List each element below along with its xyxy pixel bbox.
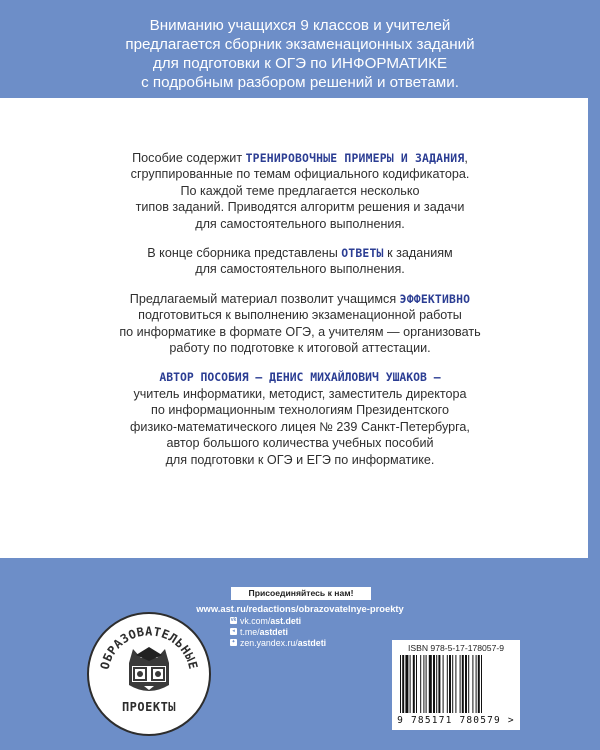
barcode-bar [478, 655, 480, 713]
join-us-label: Присоединяйтесь к нам! [231, 587, 371, 600]
paragraph-author: АВТОР ПОСОБИЯ — ДЕНИС МИХАЙЛОВИЧ УШАКОВ — учитель информатики, методист, заместитель директора по информационным технологиям Президентского физико-математического лицея № 239 Санкт-Петербурга, автор большого количества учебных пособий для подготовки к ОГЭ и ЕГЭ по информатике. [20, 369, 580, 467]
social-link-vk[interactable]: vk vk.com/ ast.deti [230, 615, 302, 626]
barcode-bar [462, 655, 464, 713]
social-link-zen[interactable]: ✦ zen.yandex.ru/ astdeti [231, 637, 327, 648]
paragraph-answers: В конце сборника представлены ОТВЕТЫ к заданиям для самостоятельного выполнения. [147, 246, 453, 277]
barcode-bar [402, 655, 404, 713]
barcode-bar [476, 655, 477, 713]
logo-bottom-text: ПРОЕКТЫ [121, 700, 177, 714]
barcode-bar [429, 655, 432, 713]
paragraph-contents: Пособие содержит ТРЕНИРОВОЧНЫЕ ПРИМЕРЫ И ЗАДАНИЯ, сгруппированные по темам официального кодификатора. По каждой теме предлагается несколько типов заданий. Приводятся алгоритм решения и задачи для самостоятельного выполнения. [130, 151, 470, 231]
top-band [0, 0, 600, 98]
social-link-telegram[interactable]: ◂ t.me/ astdeti [230, 626, 326, 637]
highlight-effective: ЭФФЕКТИВНО [399, 291, 471, 306]
barcode-bar [400, 655, 401, 713]
barcode-bar [452, 655, 453, 713]
intro-line: Вниманию учащихся 9 классов и учителей [149, 17, 451, 34]
telegram-icon: ◂ [230, 628, 237, 635]
isbn-block [392, 640, 520, 730]
barcode-bar [443, 655, 444, 713]
barcode-bar [460, 655, 461, 713]
vk-icon: vk [230, 617, 237, 623]
barcode-bar [423, 655, 424, 713]
description [20, 150, 580, 481]
intro-line: с подробным разбором решений и ответами. [141, 74, 459, 91]
publisher-url[interactable]: www.ast.ru/redactions/obrazovatelnye-proekty [196, 603, 404, 614]
zen-icon: ✦ [231, 639, 236, 645]
barcode-bar [438, 655, 440, 713]
paragraph-effect: Предлагаемый материал позволит учащимся ЭФФЕКТИВНО подготовиться к выполнению экзаменационной работы по информатике в формате ОГЭ, а учителям — организовать работу по подготовке к итоговой аттестации. [119, 291, 481, 356]
barcode-bar [426, 655, 427, 713]
logo-arc-text: ОБРАЗОВАТЕЛЬНЫЕ [97, 624, 201, 671]
barcode-bar [472, 655, 473, 713]
isbn-number: ISBN 978-5-17-178057-9 [407, 643, 505, 653]
barcode-bar [433, 655, 435, 713]
barcode-bar [413, 655, 415, 713]
right-strip [588, 98, 600, 558]
educational-projects-logo [86, 611, 212, 737]
barcode-bar [416, 655, 417, 713]
intro-line: для подготовки к ОГЭ по ИНФОРМАТИКЕ [152, 55, 448, 72]
barcode-bar [465, 655, 467, 713]
barcode-bar [455, 655, 456, 713]
intro-line: предлагается сборник экзаменационных заданий [125, 36, 475, 53]
barcode-bar [405, 655, 408, 713]
barcode-bar [468, 655, 469, 713]
barcode [398, 655, 514, 715]
cat-icon [129, 647, 169, 691]
author-heading: АВТОР ПОСОБИЯ — ДЕНИС МИХАЙЛОВИЧ УШАКОВ — [159, 370, 441, 385]
left-strip [0, 98, 12, 558]
barcode-bar [449, 655, 451, 713]
barcode-bar [410, 655, 411, 713]
barcode-bar [447, 655, 448, 713]
social-links [230, 615, 326, 648]
barcode-bar [420, 655, 421, 713]
barcode-bar [436, 655, 437, 713]
highlight-training: ТРЕНИРОВОЧНЫЕ ПРИМЕРЫ И ЗАДАНИЯ [245, 151, 465, 165]
intro-text [0, 16, 600, 92]
barcode-bar [481, 655, 482, 713]
highlight-answers: ОТВЕТЫ [341, 246, 384, 261]
barcode-digits: 9 785171 780579 > [397, 715, 515, 726]
